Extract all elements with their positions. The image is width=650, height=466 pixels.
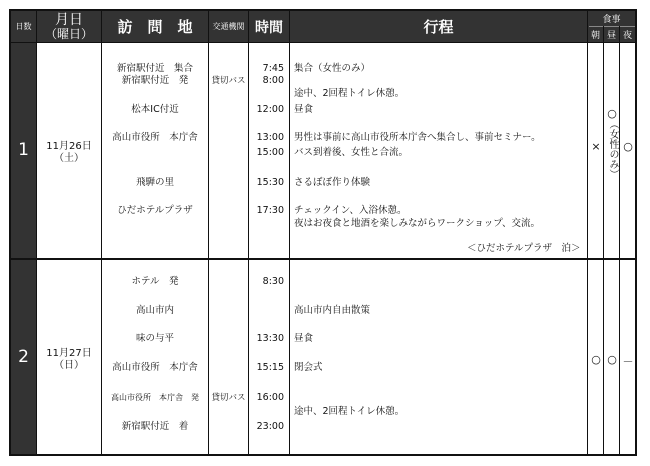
- day2-dinner: －: [622, 355, 634, 368]
- day1-hotel-note: ＜ひだホテルプラザ 泊＞: [467, 243, 581, 254]
- day2-place: 高山市役所 本庁舎: [112, 362, 198, 373]
- day1-lunch: ○: [607, 107, 617, 120]
- day1-itinerary: 夜はお夜食と地酒を楽しみながらワークショップ、交流。: [294, 218, 541, 229]
- day1-itinerary: バス到着後、女性と合流。: [294, 147, 409, 158]
- header-lunch: 昼: [606, 30, 616, 41]
- day1-number: 1: [11, 42, 36, 258]
- day1-place: 高山市役所 本庁舎: [112, 132, 198, 143]
- day1-time: 13:00: [256, 132, 284, 143]
- day1-weekday: （土）: [54, 153, 84, 164]
- day1-itinerary: 昼食: [294, 104, 314, 115]
- day1-time: 15:30: [256, 177, 284, 188]
- day1-itinerary: 集合（女性のみ）: [294, 63, 371, 74]
- day2-time: 13:30: [256, 333, 284, 344]
- day1-itinerary: さるぼぼ作り体験: [294, 177, 371, 188]
- header-date-line1: 月日: [55, 11, 83, 28]
- header-time: 時間: [255, 19, 283, 36]
- day2-time: 8:30: [262, 276, 284, 287]
- day2-weekday: （日）: [54, 360, 84, 371]
- day2-breakfast: ○: [591, 353, 601, 366]
- day2-place: 高山市役所 本庁舎 発: [111, 393, 199, 402]
- day2-transport: 貸切バス: [211, 393, 246, 403]
- header-dinner: 夜: [622, 30, 632, 41]
- day1-place: 松本IC付近: [131, 104, 179, 115]
- day1-time: 12:00: [256, 104, 284, 115]
- day2-time: 23:00: [256, 421, 284, 432]
- col-line: [36, 11, 37, 454]
- day1-date: 11月26日: [46, 141, 92, 152]
- day2-date: 11月27日: [46, 348, 92, 359]
- col-line: [619, 26, 620, 454]
- day1-place: 新宿駅付近 発: [121, 75, 189, 86]
- day1-place: 新宿駅付近 集合: [116, 63, 193, 74]
- header-day: 日数: [15, 22, 32, 31]
- day1-time: 8:00: [262, 75, 284, 86]
- row-line: [11, 258, 635, 260]
- header-breakfast: 朝: [590, 30, 600, 41]
- header-itinerary: 行程: [423, 18, 454, 36]
- col-line: [587, 11, 588, 454]
- day1-time: 17:30: [256, 205, 284, 216]
- day2-lunch: ○: [607, 353, 617, 366]
- col-line: [289, 11, 290, 454]
- day2-number: 2: [11, 260, 36, 454]
- day1-time: 7:45: [262, 63, 284, 74]
- day2-itinerary: 昼食: [294, 333, 314, 344]
- day1-lunch-note: （女性のみ）: [607, 119, 618, 179]
- day2-itinerary: 閉会式: [294, 362, 323, 373]
- col-line: [603, 26, 604, 454]
- header-date: [37, 11, 101, 42]
- day2-time: 16:00: [256, 392, 284, 403]
- day2-time: 15:15: [256, 362, 284, 373]
- day2-itinerary: 途中、2回程トイレ休憩。: [294, 406, 405, 417]
- schedule-table: [9, 9, 637, 456]
- header-meals: 食事: [602, 15, 621, 25]
- row-line: [11, 42, 635, 43]
- day2-place: ホテル 発: [131, 276, 179, 287]
- day1-place: ひだホテルプラザ: [117, 205, 193, 216]
- day1-itinerary: 男性は事前に高山市役所本庁舎へ集合し、事前セミナー。: [294, 132, 541, 143]
- day1-breakfast: ×: [591, 140, 601, 153]
- day2-itinerary: 高山市内自由散策: [294, 305, 371, 316]
- day1-itinerary: 途中、2回程トイレ休憩。: [294, 88, 405, 99]
- header-date-line2: （曜日）: [44, 26, 93, 41]
- day1-place: 飛騨の里: [135, 177, 174, 188]
- col-line: [101, 11, 102, 454]
- day1-time: 15:00: [256, 147, 284, 158]
- meals-divider: [589, 26, 635, 27]
- header-place: 訪 問 地: [117, 18, 193, 36]
- day1-dinner: ○: [623, 140, 633, 153]
- day1-itinerary: チェックイン、入浴休憩。: [294, 205, 407, 216]
- day2-place: 新宿駅付近 着: [121, 421, 189, 432]
- day2-place: 高山市内: [135, 305, 174, 316]
- col-line: [248, 11, 249, 454]
- header-transport: 交通機関: [212, 22, 245, 31]
- day1-transport: 貸切バス: [211, 76, 246, 86]
- day2-place: 味の与平: [135, 333, 174, 344]
